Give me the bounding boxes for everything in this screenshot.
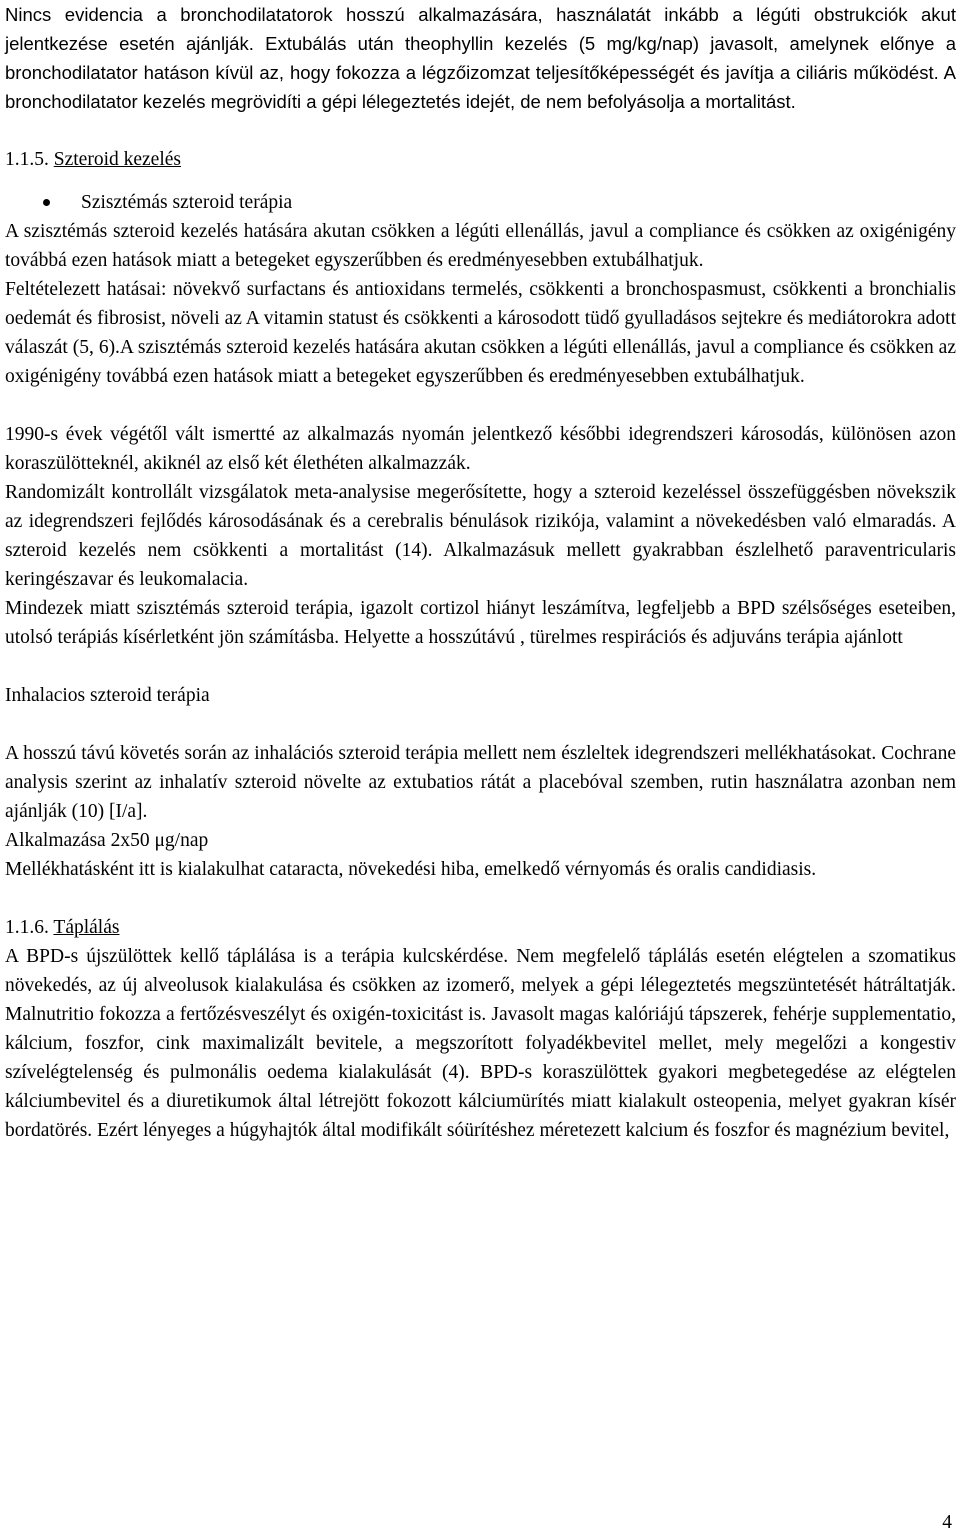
- spacer: [5, 116, 956, 145]
- spacer: [5, 391, 956, 420]
- section-title: Táplálás: [53, 917, 120, 938]
- page-number: 4: [942, 1512, 952, 1533]
- paragraph: A BPD-s újszülöttek kellő táplálása is a terápia kulcskérdése. Nem megfelelő táplálás esetén elégtelen a szomatikus növekedés, az új alveolusok kialakulása és csökken az izomerő, melyek a gépi lélegeztetés megszüntetését hátráltatják. Malnutritio fokozza a fertőzésveszélyt és oxigén-toxicitást is. Javasolt magas kalóriájú tápszerek, fehérje supplementatio, kálcium, foszfor, cink maximalizált bevitele, a megszorított folyadékbevitel mellet, mely megelőzi a kongestiv szívelégtelenség és pulmonális oedema kialakulását (4). BPD-s koraszülöttek gyakori megbetegedése az elégtelen kálciumbevitel és a diuretikumok által létrejött fokozott kálciumürítés miatt kialakult osteopenia, melyet gyakran kísér bordatörés. Ezért lényeges a húgyhajtók által modifikált sóürítéshez méretezett kalcium és foszfor és magnézium bevitel,: [5, 946, 956, 1141]
- paragraph: Mindezek miatt szisztémás szteroid terápia, igazolt cortizol hiányt leszámítva, legfeljebb a BPD szélsőséges eseteiben, utolsó terápiás kísérletként jön számításba. Helyette a hosszútávú , türelmes respirációs és adjuváns terápia ajánlott: [5, 598, 956, 648]
- section-number: 1.1.5.: [5, 149, 49, 170]
- paragraph: Randomizált kontrollált vizsgálatok meta-analysise megerősítette, hogy a szteroid kezeléssel összefüggésben növekszik az idegrendszeri fejlődés károsodásának és a cerebralis bénulások rizikója, valamint a növekedésben való elmaradás. A szteroid kezelés nem csökkenti a mortalitást (14). Alkalmazásuk mellett gyakrabban észlelhető paraventricularis keringészavar és leukomalacia.: [5, 482, 956, 590]
- paragraph: A hosszú távú követés során az inhalációs szteroid terápia mellett nem észleltek idegrendszeri mellékhatásokat. Cochrane analysis szerint az inhalatív szteroid növelte az extubatios rátát a placebóval szemben, rutin használatra azonban nem ajánlják (10) [I/a].: [5, 743, 956, 822]
- section-title: Szteroid kezelés: [53, 149, 181, 170]
- document-page: [5, 0, 956, 1145]
- spacer: [5, 710, 956, 739]
- spacer: [5, 652, 956, 681]
- bullet-text: Szisztémás szteroid terápia: [81, 191, 293, 213]
- bullet-item: [5, 188, 956, 217]
- intro-paragraph: Nincs evidencia a bronchodilatatorok hosszú alkalmazására, használatát inkább a légúti obstrukciók akut jelentkezése esetén ajánlják. Extubálás után theophyllin kezelés (5 mg/kg/nap) javasolt, amelynek előnye a bronchodilatator hatáson kívül az, hogy fokozza a légzőizomzat teljesítőképességét és javítja a ciliáris működést. A bronchodilatator kezelés megrövidíti a gépi lélegeztetés idejét, de nem befolyásolja a mortalitást.: [5, 4, 956, 112]
- paragraph: Alkalmazása 2x50 μg/nap: [5, 830, 209, 851]
- spacer: [5, 884, 956, 913]
- subheading-inhalation: Inhalacios szteroid terápia: [5, 685, 210, 706]
- paragraph: 1990-s évek végétől vált ismertté az alkalmazás nyomán jelentkező későbbi idegrendszeri károsodás, különösen azon koraszülötteknél, akiknél az első két élethéten alkalmazzák.: [5, 424, 956, 474]
- section-heading-nutrition: [5, 913, 956, 942]
- spacer: [5, 174, 956, 188]
- paragraph: A szisztémás szteroid kezelés hatására akutan csökken a légúti ellenállás, javul a compliance és csökken az oxigénigény továbbá ezen hatások miatt a betegeket egyszerűbben és eredményesebben extubálhatjuk.: [5, 221, 956, 271]
- bullet-icon: [43, 199, 50, 206]
- paragraph: Mellékhatásként itt is kialakulhat cataracta, növekedési hiba, emelkedő vérnyomás és oralis candidiasis.: [5, 859, 817, 880]
- section-heading-steroid: [5, 145, 956, 174]
- section-number: 1.1.6.: [5, 917, 49, 938]
- paragraph: Feltételezett hatásai: növekvő surfactans és antioxidans termelés, csökkenti a bronchospasmust, csökkenti a bronchialis oedemát és fibrosist, növeli az A vitamin statust és csökkenti a károsodott tüdő gyulladásos sejtekre és mediátorokra adott válaszát (5, 6).A szisztémás szteroid kezelés hatására akutan csökken a légúti ellenállás, javul a compliance és csökken az oxigénigény továbbá ezen hatások miatt a betegeket egyszerűbben és eredményesebben extubálhatjuk.: [5, 279, 956, 387]
